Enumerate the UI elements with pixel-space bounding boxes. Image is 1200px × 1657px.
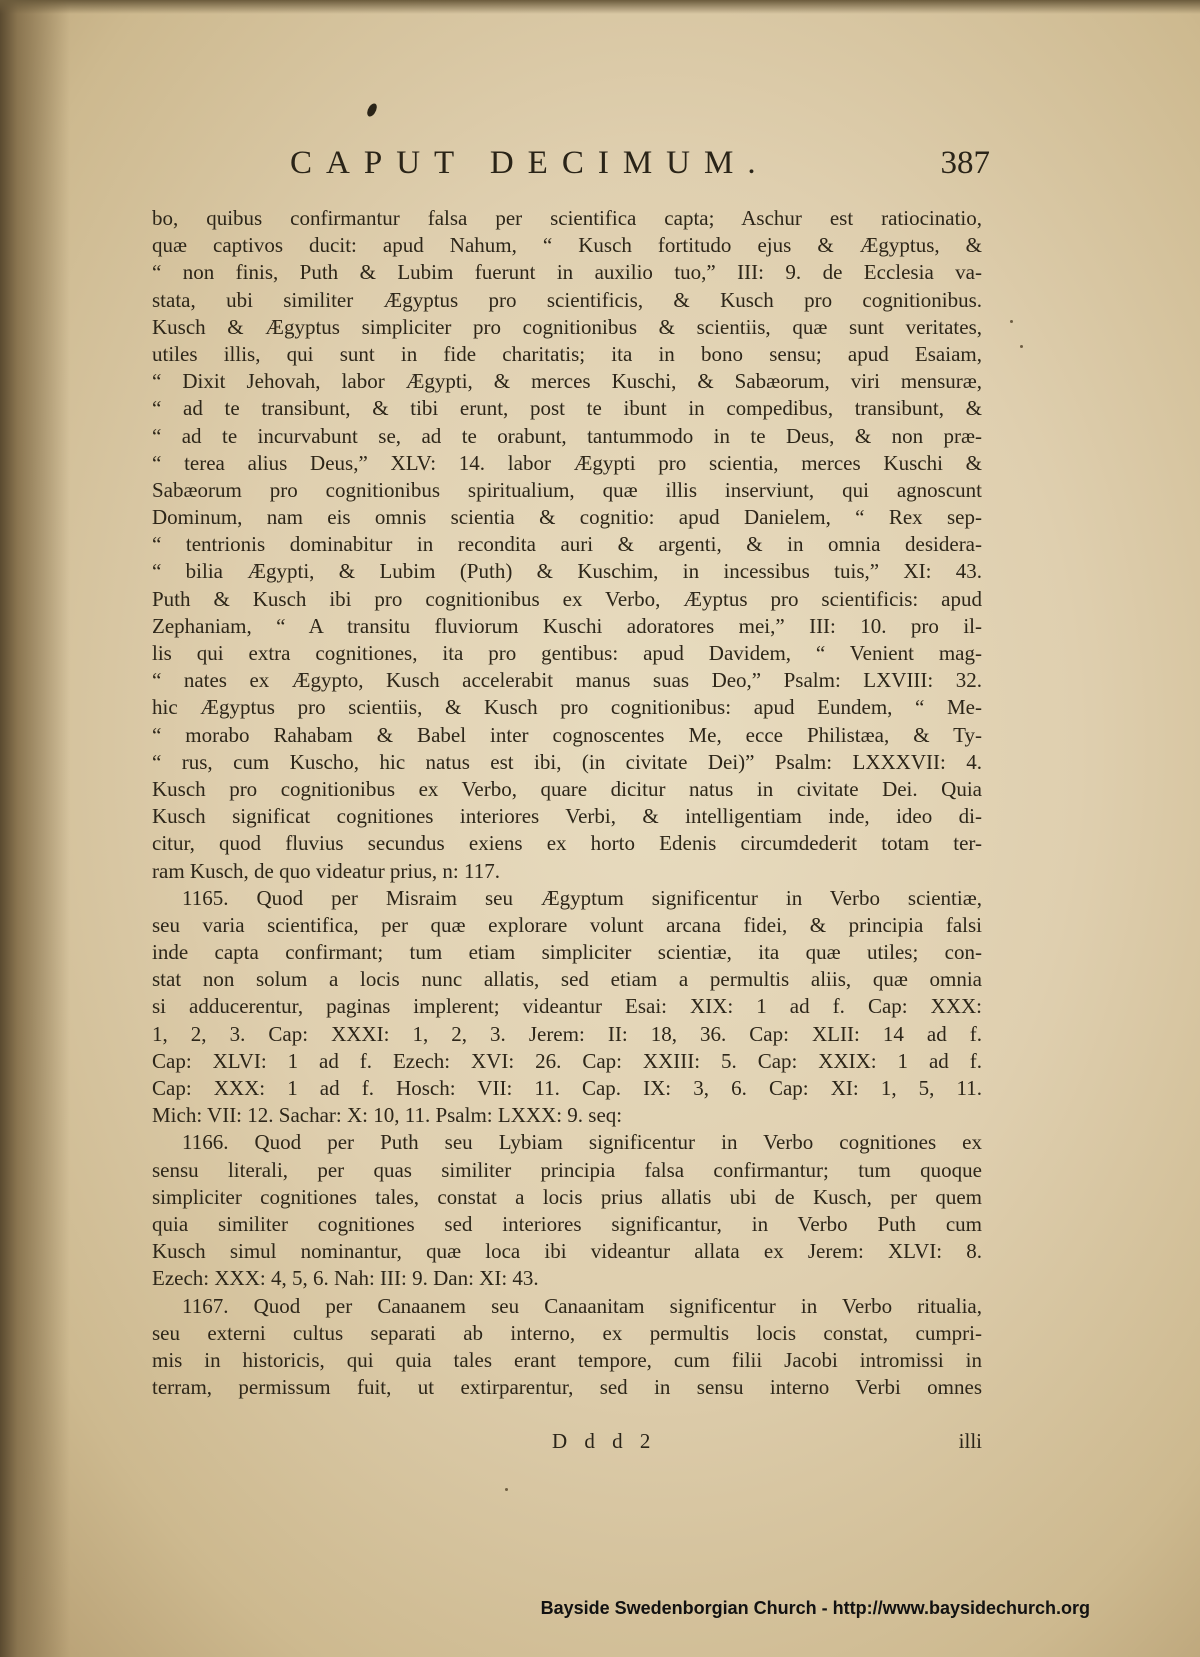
body-text [152, 205, 982, 1445]
top-edge-shadow [0, 0, 1200, 14]
paper-speck [1020, 345, 1023, 348]
text-line: terram, permissum fuit, ut extirparentur, sed in sensu interno Verbi omnes [152, 1375, 982, 1400]
catchword: illi [958, 1429, 982, 1453]
text-line: Cap: XXX: 1 ad f. Hosch: VII: 11. Cap. IX: 3, 6. Cap: XI: 1, 5, 11. [152, 1076, 982, 1100]
text-line: 1, 2, 3. Cap: XXXI: 1, 2, 3. Jerem: II: 18, 36. Cap: XLII: 14 ad f. [152, 1021, 982, 1046]
text-line: “ ad te transibunt, & tibi erunt, post te ibunt in compedibus, transibunt, & [152, 396, 982, 421]
text-line: Dominum, nam eis omnis scientia & cognitio: apud Danielem, “ Rex sep- [152, 505, 982, 530]
text-line: ram Kusch, de quo videatur prius, n: 117. [152, 858, 500, 883]
signature-mark: D d d 2 [552, 1429, 657, 1453]
text-line: quia similiter cognitiones sed interiores significantur, in Verbo Puth cum [152, 1211, 982, 1236]
text-line: Cap: XLVI: 1 ad f. Ezech: XVI: 26. Cap: XXIII: 5. Cap: XXIX: 1 ad f. [152, 1048, 982, 1073]
text-line: seu externi cultus separati ab interno, ex permultis locis constat, cumpri- [152, 1320, 982, 1345]
text-line: stat non solum a locis nunc allatis, sed etiam a permultis aliis, quæ omnia [152, 967, 982, 992]
text-line: Kusch significat cognitiones interiores Verbi, & intelligentiam inde, ideo di- [152, 804, 982, 829]
text-line: Sabæorum pro cognitionibus spiritualium, quæ illis inserviunt, qui agnoscunt [152, 477, 982, 502]
paragraph-start-1166: 1166. Quod per Puth seu Lybiam significentur in Verbo cognitiones ex [182, 1130, 982, 1155]
text-line: Kusch simul nominantur, quæ loca ibi videantur allata ex Jerem: XLVI: 8. [152, 1239, 982, 1264]
text-line: “ terea alius Deus,” XLV: 14. labor Ægypti pro scientia, merces Kuschi & [152, 450, 982, 475]
watermark-text: Bayside Swedenborgian Church - http://www.baysidechurch.org [540, 1598, 1090, 1618]
paragraph-start-1165: 1165. Quod per Misraim seu Ægyptum significentur in Verbo scientiæ, [182, 885, 982, 910]
page-footer [152, 1429, 982, 1459]
text-line: sensu literali, per quas similiter principia falsa confirmantur; tum quoque [152, 1157, 982, 1182]
text-line: Kusch & Ægyptus simpliciter pro cognitionibus & scientiis, quæ sunt veritates, [152, 314, 982, 339]
text-line: simpliciter cognitiones tales, constat a locis prius allatis ubi de Kusch, per quem [152, 1184, 982, 1209]
paper-speck [505, 1488, 508, 1491]
text-line: “ morabo Rahabam & Babel inter cognoscentes Me, ecce Philistæa, & Ty- [152, 722, 982, 747]
text-line: quæ captivos ducit: apud Nahum, “ Kusch fortitudo ejus & Ægyptus, & [152, 233, 982, 258]
text-line: citur, quod fluvius secundus exiens ex horto Edenis circumdederit totam ter- [152, 831, 982, 856]
text-line: “ non finis, Puth & Lubim fuerunt in auxilio tuo,” III: 9. de Ecclesia va- [152, 260, 982, 285]
text-line: Zephaniam, “ A transitu fluviorum Kuschi adoratores mei,” III: 10. pro il- [152, 613, 982, 638]
paper-speck [1010, 320, 1013, 323]
text-line: stata, ubi similiter Ægyptus pro scientificis, & Kusch pro cognitionibus. [152, 287, 982, 312]
text-line: inde capta confirmant; tum etiam simpliciter scientiæ, ita quæ utiles; con- [152, 940, 982, 965]
text-line: “ tentrionis dominabitur in recondita auri & argenti, & in omnia desidera- [152, 532, 982, 557]
text-line: utiles illis, qui sunt in fide charitatis; ita in bono sensu; apud Esaiam, [152, 341, 982, 366]
text-line: Mich: VII: 12. Sachar: X: 10, 11. Psalm: LXXX: 9. seq: [152, 1103, 623, 1128]
text-line: Kusch pro cognitionibus ex Verbo, quare dicitur natus in civitate Dei. Quia [152, 776, 982, 801]
text-line: mis in historicis, qui quia tales erant tempore, cum filii Jacobi intromissi in [152, 1347, 982, 1372]
text-line: Ezech: XXX: 4, 5, 6. Nah: III: 9. Dan: XI: 43. [152, 1266, 539, 1291]
page-header [150, 145, 990, 195]
page-number: 387 [940, 145, 990, 181]
text-line: si adducerentur, paginas implerent; videantur Esai: XIX: 1 ad f. Cap: XXX: [152, 994, 982, 1019]
text-line: hic Ægyptus pro scientiis, & Kusch pro cognitionibus: apud Eundem, “ Me- [152, 695, 982, 720]
text-line: “ rus, cum Kuscho, hic natus est ibi, (in civitate Dei)” Psalm: LXXXVII: 4. [152, 749, 982, 774]
text-line: “ bilia Ægypti, & Lubim (Puth) & Kuschim, in incessibus tuis,” XI: 43. [152, 559, 982, 584]
text-line: lis qui extra cognitiones, ita pro gentibus: apud Davidem, “ Venient mag- [152, 641, 982, 665]
text-line: “ nates ex Ægypto, Kusch accelerabit manus suas Deo,” Psalm: LXVIII: 32. [152, 668, 982, 693]
text-line: “ Dixit Jehovah, labor Ægypti, & merces Kuschi, & Sabæorum, viri mensuræ, [152, 369, 982, 394]
paragraph-start-1167: 1167. Quod per Canaanem seu Canaanitam significentur in Verbo ritualia, [182, 1293, 982, 1318]
gutter-shadow [0, 0, 70, 1657]
running-title: CAPUT DECIMUM. [290, 145, 770, 181]
text-line: seu varia scientifica, per quæ explorare volunt arcana fidei, & principia falsi [152, 912, 982, 937]
text-line: bo, quibus confirmantur falsa per scientifica capta; Aschur est ratiocinatio, [152, 206, 982, 230]
text-line: Puth & Kusch ibi pro cognitionibus ex Verbo, Æyptus pro scientificis: apud [152, 586, 982, 611]
text-line: “ ad te incurvabunt se, ad te orabunt, tantummodo in te Deus, & non præ- [152, 423, 982, 448]
